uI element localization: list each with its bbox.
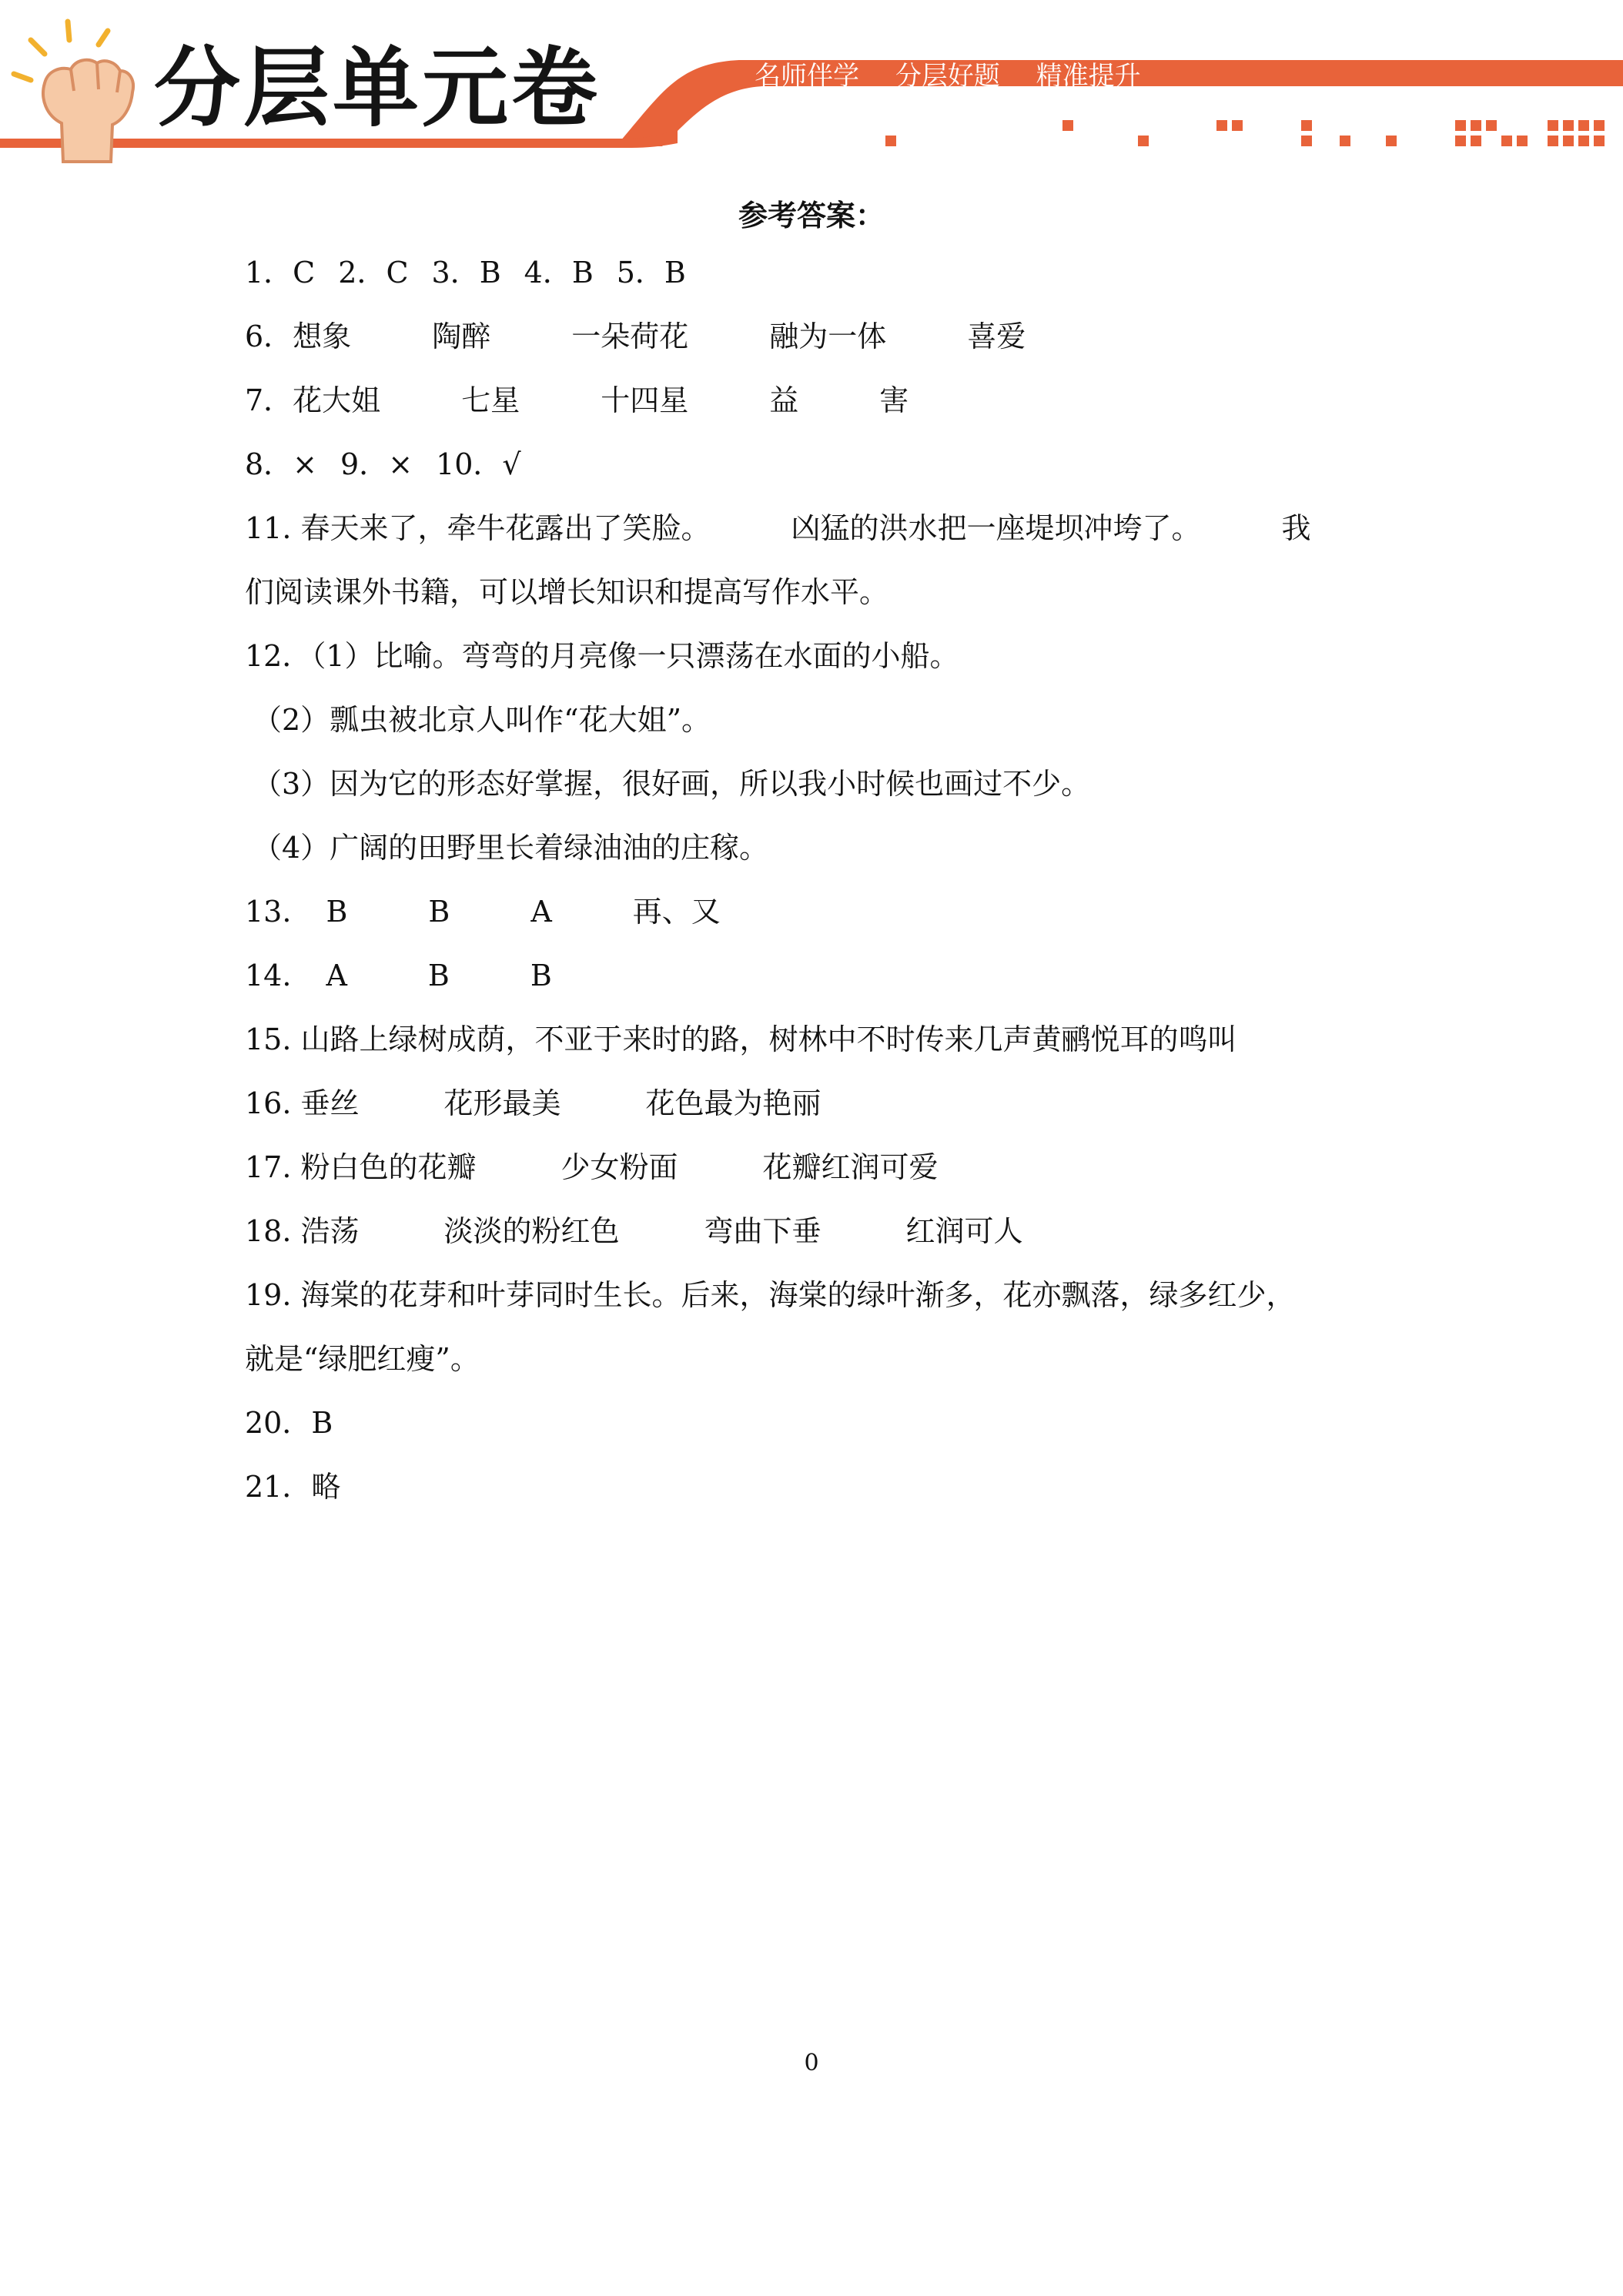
tagline-item: 精准提升 (1036, 61, 1141, 92)
page-number: 0 (804, 2050, 819, 2077)
answer-line-16 (245, 1076, 1384, 1140)
answer-line-11b: 们阅读课外书籍，可以增长知识和提高写作水平。 (245, 575, 889, 609)
answer-item: B (326, 895, 348, 929)
answer-item: B (427, 959, 450, 992)
answer-item: 18. 浩荡 (245, 1214, 360, 1248)
answer-item: A (530, 895, 552, 929)
answer-item: 我 (1281, 511, 1311, 545)
answer-item: 一朵荷花 (571, 320, 689, 353)
answer-line-20: 20．B (245, 1406, 333, 1440)
answer-item: 喜爱 (967, 320, 1026, 353)
answer-item: 凶猛的洪水把一座堤坝冲垮了。 (791, 511, 1201, 545)
answer-item: 16. 垂丝 (245, 1086, 360, 1120)
answer-line-12-2: （2）瓢虫被北京人叫作“花大姐”。 (253, 703, 711, 737)
answer-line-19a: 19. 海棠的花芽和叶芽同时生长。后来，海棠的绿叶渐多，花亦飘落，绿多红少， (245, 1278, 1296, 1312)
answer-item: 花色最为艳丽 (645, 1086, 822, 1120)
answer-line-12-1: 12．（1）比喻。弯弯的月亮像一只漂荡在水面的小船。 (245, 639, 959, 673)
answer-item: 十四星 (601, 383, 689, 417)
answer-line-13 (245, 884, 1384, 948)
answer-item: 11. 春天来了，牵牛花露出了笑脸。 (245, 511, 711, 545)
answer-item: 9．× (340, 447, 413, 481)
answer-item: 害 (879, 383, 909, 417)
page-header (0, 0, 1623, 177)
answer-line-8 (245, 437, 1384, 500)
answer-item: 2．C (338, 256, 409, 290)
answer-item: 14. (245, 959, 292, 992)
answer-line-6 (245, 309, 1384, 373)
answer-item: 3．B (431, 256, 501, 290)
answer-item: 益 (769, 383, 799, 417)
answer-item: 花瓣红润可爱 (762, 1150, 939, 1184)
answer-line-7 (245, 373, 1384, 437)
tagline-item: 分层好题 (895, 61, 1000, 92)
answer-item: 17. 粉白色的花瓣 (245, 1150, 477, 1184)
answer-item: 7．花大姐 (245, 383, 381, 417)
answer-item: 弯曲下垂 (704, 1214, 822, 1248)
answer-item: 再、又 (632, 895, 721, 929)
answer-item: 1．C (245, 256, 316, 290)
answer-line-15: 15. 山路上绿树成荫，不亚于来时的路，树林中不时传来几声黄鹂悦耳的鸣叫 (245, 1022, 1237, 1056)
answer-key-title: 参考答案： (738, 198, 885, 233)
brand-title: 分层单元卷 (154, 38, 601, 139)
answer-item: A (326, 959, 347, 992)
answer-line-12-3: （3）因为它的形态好掌握，很好画，所以我小时候也画过不少。 (253, 767, 1091, 801)
answer-item: 红润可人 (905, 1214, 1023, 1248)
answer-item: B (530, 959, 552, 992)
answer-line-14 (245, 948, 1384, 1012)
answer-line-17 (245, 1140, 1384, 1203)
answer-item: 少女粉面 (561, 1150, 678, 1184)
answer-line-19b: 就是“绿肥红瘦”。 (245, 1342, 480, 1376)
decorative-dots (885, 120, 1605, 146)
answer-item: 6．想象 (245, 320, 352, 353)
answer-item: 4．B (524, 256, 594, 290)
answer-item: 七星 (461, 383, 520, 417)
answer-item: 13. (245, 895, 292, 929)
answer-list (245, 245, 1384, 1523)
answer-item: 8．× (245, 447, 318, 481)
answer-item: 花形最美 (443, 1086, 561, 1120)
answer-item: 淡淡的粉红色 (443, 1214, 620, 1248)
answer-line-11a (245, 500, 1384, 564)
answer-item: 5．B (616, 256, 686, 290)
answer-line-1 (245, 245, 1384, 309)
answer-item: B (428, 895, 450, 929)
answer-item: 融为一体 (769, 320, 887, 353)
answer-item: 10．√ (436, 447, 521, 481)
answer-line-21: 21．略 (245, 1470, 341, 1504)
answer-line-18 (245, 1203, 1384, 1267)
answer-item: 陶醉 (432, 320, 491, 353)
tagline-item: 名师伴学 (755, 61, 859, 92)
answer-line-12-4: （4）广阔的田野里长着绿油油的庄稼。 (253, 831, 769, 865)
header-tagline (755, 57, 1169, 95)
